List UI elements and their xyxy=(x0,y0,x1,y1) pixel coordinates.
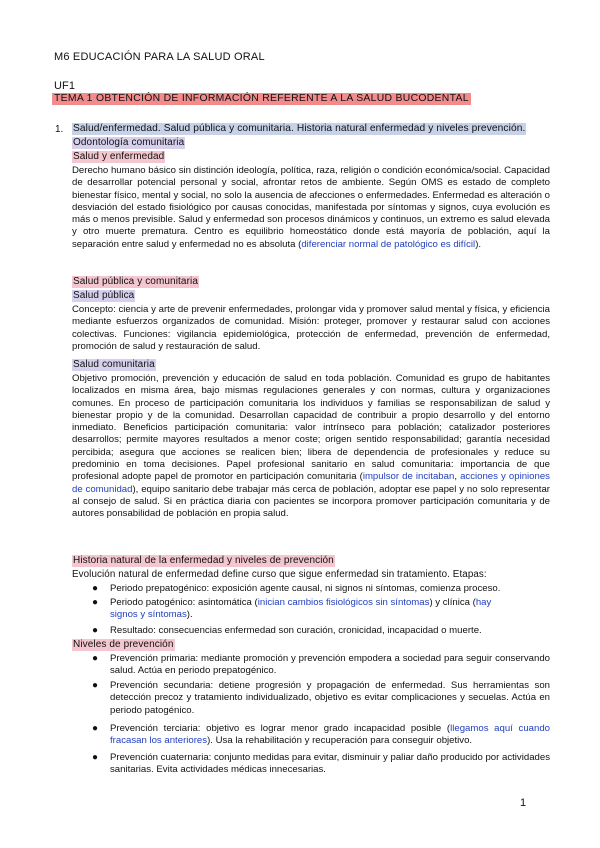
subheading-historia-natural: Historia natural de la enfermedad y niveles de prevención xyxy=(73,555,334,566)
uf-label: UF1 xyxy=(54,80,76,92)
bullet-icon: ● xyxy=(92,597,99,608)
etapa-text: Periodo patogénico: asintomática ( xyxy=(110,597,258,608)
etapa-patogenico xyxy=(110,597,550,622)
section-heading: Salud/enfermedad. Salud pública y comunitaria. Historia natural enfermedad y niveles prevención. xyxy=(73,123,526,134)
etapa-text: ) y clínica ( xyxy=(429,597,476,608)
paragraph-salud-enfermedad xyxy=(72,165,550,251)
separator: , xyxy=(454,471,461,483)
list-number: 1. xyxy=(55,124,64,135)
paragraph-salud-comunitaria xyxy=(72,373,550,521)
prevencion-cuaternaria: Prevención cuaternaria: conjunto medidas para evitar, disminuir y paliar daño producido por actividades sanitarias. Evita actividades médicas innecesarias. xyxy=(110,752,550,776)
blue-note: acciones y opiniones de comunidad xyxy=(72,471,550,495)
paragraph-end: ), equipo sanitario debe trabajar más cerca de población, adoptar ese papel y no solo representar al consejo de salud. Si en práctica diaria con pacientes se incorpora promover participación comunitaria y de autores ponsabilidad de población en propia salud. xyxy=(72,483,550,520)
paragraph-salud-publica xyxy=(72,304,550,353)
page-number: 1 xyxy=(520,797,527,809)
nivel-text: Prevención terciaria: objetivo es lograr menor grado incapacidad posible ( xyxy=(110,723,451,734)
blue-note: signos y síntomas xyxy=(110,609,187,621)
blue-note: inician cambios fisiológicos sin síntomas xyxy=(257,597,430,608)
paragraph-text: Derecho humano básico sin distinción ideología, política, raza, religión o condición económica/social. Capacidad de desarrollar potencial personal y social, afrontar retos de ambiente. Según OMS es estado de completo bienestar físico, mental y social, no solo la ausencia de afecciones o enfermedades. Enfermedad es alteración o desviación del estado fisiológico por causas conocidas, manifestada por síntomas y signos, cuya evolución es más o menos previsible. Salud y enfermedad son procesos dinámicos y continuos, un extremo es salud elevada y otro muerte prematura. Centro es equilibrio homeostático donde está mayoría de población, aquí la separación entre salud y enfermedad no es absoluta ( xyxy=(72,165,550,250)
blue-note: hay xyxy=(475,597,492,608)
bullet-icon: ● xyxy=(92,653,99,664)
blue-note: impulsor de incitaban xyxy=(362,471,455,483)
subheading-odontologia: Odontología comunitaria xyxy=(73,137,185,148)
paragraph-etapas-intro: Evolución natural de enfermedad define curso que sigue enfermedad sin tratamiento. Etapas: xyxy=(72,569,487,580)
subheading-publica-comunitaria: Salud pública y comunitaria xyxy=(73,276,198,287)
tema-heading: TEMA 1 OBTENCIÓN DE INFORMACIÓN REFERENTE A LA SALUD BUCODENTAL xyxy=(54,93,469,104)
bullet-icon: ● xyxy=(92,680,99,691)
subheading-niveles-prevencion: Niveles de prevención xyxy=(73,639,174,650)
paragraph-end: ). xyxy=(475,238,482,250)
blue-note: llegamos aquí cuando fracasan los anteriores xyxy=(110,723,550,747)
etapa-text: ). xyxy=(186,609,193,621)
paragraph-text: Concepto: ciencia y arte de prevenir enfermedades, prolongar vida y promover salud mental y física, y eficiencia mediante esfuerzos organizados de comunidad. Misión: proteger, promover y restaurar salud con acciones colectivas. Funciones: vigilancia epidemiológica, protección de enfermedad, prevención de enfermedad, promoción de salud y restauración de salud. xyxy=(72,304,550,352)
etapa-resultado: Resultado: consecuencias enfermedad son curación, cronicidad, incapacidad o muerte. xyxy=(110,625,482,636)
prevencion-terciaria xyxy=(110,723,550,748)
etapa-prepatogenico: Periodo prepatogénico: exposición agente causal, ni signos ni síntomas, comienza proceso. xyxy=(110,583,501,594)
bullet-icon: ● xyxy=(92,625,99,636)
bullet-icon: ● xyxy=(92,752,99,763)
subheading-salud-comunitaria: Salud comunitaria xyxy=(73,359,155,370)
document-title: M6 EDUCACIÓN PARA LA SALUD ORAL xyxy=(54,51,265,63)
subheading-salud-publica: Salud pública xyxy=(73,290,135,301)
paragraph-text: Objetivo promoción, prevención y educación de salud en toda población. Comunidad es grupo de habitantes localizados en misma área, bajo mismas regulaciones generales y con normas, cultura y organizaciones comunes. En proceso de participación comunitaria los individuos y familias se responsabilizan de salud y bienestar propio y de la comunidad. Desarrollan capacidad de contribuir a propio desarrollo y del entorno inmediato. Beneficios participación comunitaria: valor intrínseco para población; catalizador posteriores desarrollos; permite mayores resultados a menor coste; origen sentido responsabilidad; garantía necesidad percibida; asegura que acciones se realicen bien; libera de dependencia de profesionales y reduce su predominio en toma decisiones. Papel profesional sanitario en salud comunitaria: importancia de que profesional adopte papel de promotor en participación comunitaria ( xyxy=(72,373,550,483)
prevencion-secundaria: Prevención secundaria: detiene progresión y propagación de enfermedad. Sus herramientas son detección precoz y tratamiento individualizado, objetivo es evitar complicaciones y secuelas. Actúa en periodo patogénico. xyxy=(110,680,550,716)
prevencion-primaria: Prevención primaria: mediante promoción y prevención empodera a sociedad para seguir conservando salud. Actúa en periodo prepatogénico. xyxy=(110,653,550,677)
bullet-icon: ● xyxy=(92,583,99,594)
subheading-salud-enfermedad: Salud y enfermedad xyxy=(73,151,165,162)
bullet-icon: ● xyxy=(92,723,99,734)
blue-note: diferenciar normal de patológico es difícil xyxy=(301,238,476,250)
nivel-text: ). Usa la rehabilitación y recuperación para conseguir objetivo. xyxy=(207,735,473,747)
